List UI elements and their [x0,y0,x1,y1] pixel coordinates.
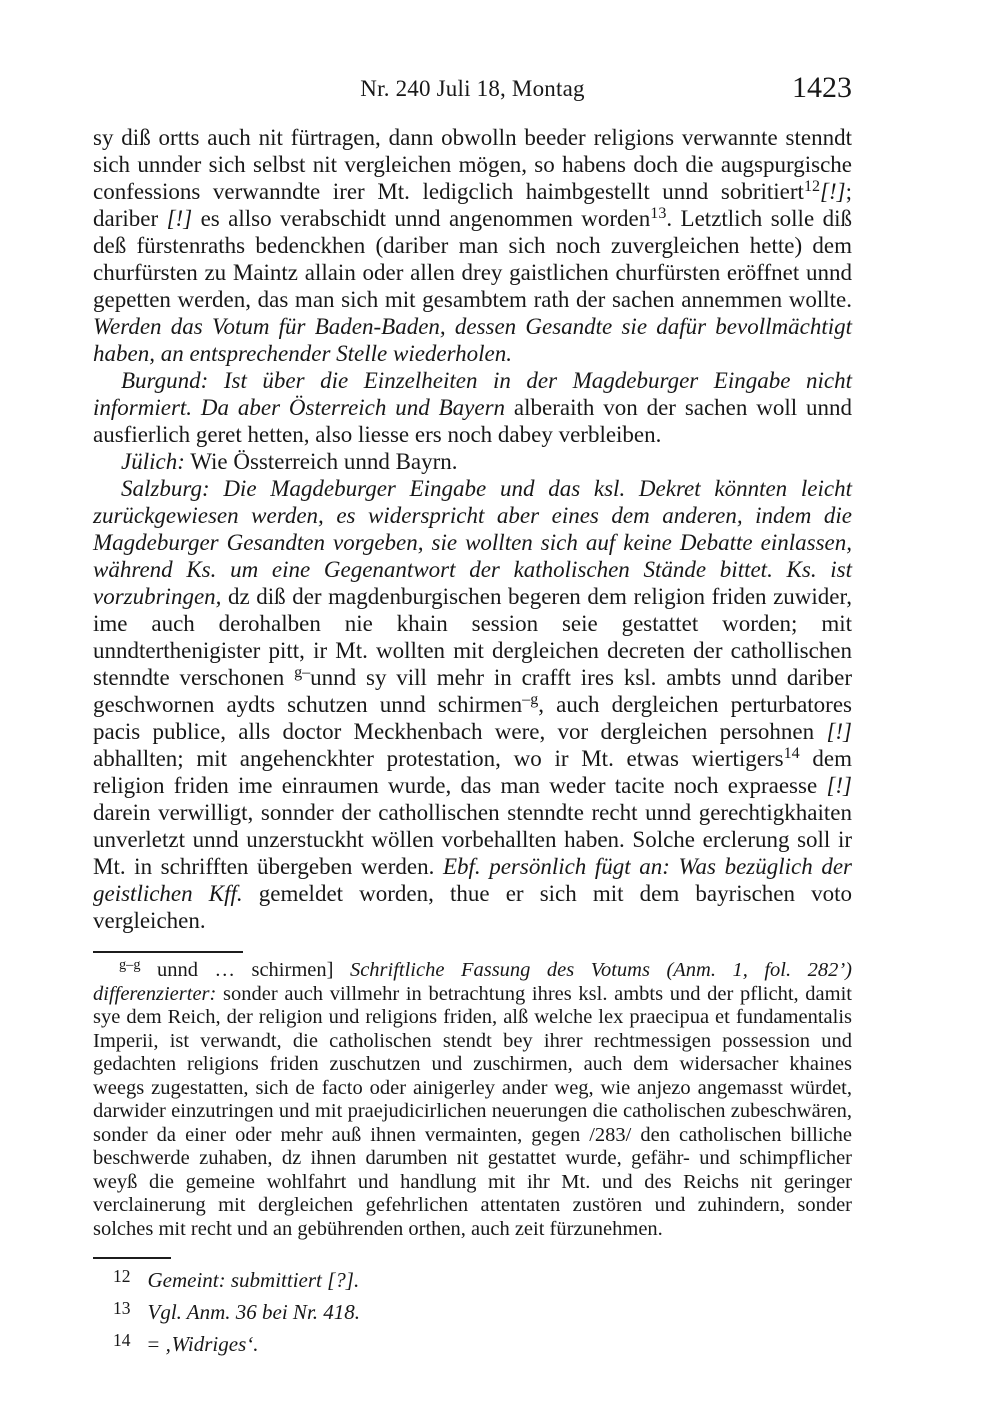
footnote-separator-rule [93,1257,171,1259]
superscript-marker: g– [294,664,311,682]
italic-run: Jülich: [121,449,185,474]
text-run: unnd … schirmen] [140,959,350,981]
footnote-number: 13 [113,1298,131,1318]
page-header [93,71,852,112]
italic-run: ‚Widriges‘. [164,1332,259,1356]
text-run: Wie Össterreich unnd Bayrn. [184,449,458,474]
footnote-text [148,1268,360,1292]
footnote-number: 14 [113,1330,131,1350]
continuation-paragraph [93,124,852,367]
text-run: darein verwilligt, sonnder der cathollischen stenndte recht unnd gerechtigkhaiten unverletzt unnd unzerstuckht wöllen vorbehallten haben. Solche erclerung soll ir Mt. in schrifften übergeben werden. [93,800,852,879]
italic-run: Schriftliche Fassung des Votums (Anm. 1, fol. 282’) differenzierter: [93,959,852,1005]
text-run: gemeldet worden, thue er sich mit dem bayrischen voto vergleichen. [93,881,852,933]
italic-run: Salzburg: Die Magdeburger Eingabe und das ksl. Dekret könnten leicht zurückgewiesen werden, es widerspricht aber eines dem anderen, indem die Magdeburger Gesandten vorgeben, sie wollten sich auf keine Debatte einlassen, während Ks. um eine Gegenantwort der katholischen Stände bittet. Ks. ist vorzubringen, [93,476,852,609]
italic-run: Werden das Votum für Baden-Baden, dessen Gesandte sie dafür bevollmächtigt haben, an entsprechender Stelle wiederholen. [93,314,852,366]
italic-run: [!] [826,719,852,744]
italic-run: [!] [820,179,846,204]
critical-apparatus [93,959,852,1241]
text-run: . Letztlich solle diß deß fürstenraths bedenckhen (dariber man sich noch zuvergleichen hette) dem churfürsten zu Maintz allain oder allen drey gaistlichen churfürsten eröffnet unnd gepetten werden, das man sich mit gesambtem rath der sachen annemmen wollte. [93,206,852,312]
superscript-marker: 13 [650,205,667,223]
text-run: alberaith von der sachen woll unnd ausfierlich geret hetten, also liesse ers noch dabey verbleiben. [93,395,853,447]
italic-run: Burgund: Ist über die Einzelheiten in der Magdeburger Eingabe nicht informiert. Da aber Österreich und Bayern [93,368,852,420]
text-run: sy diß ortts auch nit fürtragen, dann obwolln beeder religions verwannte stenndt sich unnder sich selbst nit vergleichen mögen, so habens doch die augspurgische confessions verwanndte irer Mt. ledigclich haimbgestellt unnd sobritiert [93,125,852,204]
superscript-marker: –g [522,691,539,709]
apparatus-note-g [93,959,852,1241]
footnote-text [148,1332,259,1356]
footnote-item [93,1297,852,1329]
text-run: sonder auch villmehr in betrachtung ihres ksl. ambts und der pflicht, damit sye dem Reich, der religion und religions friden, alß welche lex praecipua et fundamentalis Imperii, ist verwandt, die catholischen stendt bey ihrer rechtmessigen possession und gedachten religions friden zuschutzen und zuschirmen, auch dem widersacher khaines weegs zugestatten, sich de facto oder ainigerley ander weg, wie anjezo angemasst würdet, darwider einzutringen und mit praejudicirlichen neuerungen die catholischen zubeschwären, sonder da einer oder mehr auß ihnen vermainten, gegen /283/ den catholischen billiche beschwerde zuhaben, dz ihnen darumben nit gestattet wurde, gefähr- und schimpflicher weyß die gemeine wohlfahrt und handlung mit ihr Mt. und des Reichs nit geringer verclainerung mit dergleichen gefehrlichen attentaten zustören und zuhindern, sonder solches mit recht und an gebührenden orthen, auch zeit fürzunehmen. [93,982,852,1240]
italic-run: Gemeint: submittiert [?]. [147,1268,360,1292]
text-run: , auch dergleichen perturbatores pacis publice, alls doctor Meckhenbach were, vor dergleichen persohnen [93,692,852,744]
italic-run: Ebf. persönlich fügt an: Was bezüglich der geistlichen Kff. [93,854,852,906]
text-run: unnd sy vill mehr in crafft ires ksl. ambts unnd dariber geschwornen aydts schutzen unnd schirmen [93,665,852,717]
text-run: ; dariber [93,179,852,231]
footnote-item [93,1265,852,1297]
text-run: dz diß der magdenburgischen begeren dem religion friden zuwider, ime auch derohalben nie khain session seie gestattet worden; mit unndterthenigister pitt, ir Mt. wollten mit dergleichen decreten der cathollischen stenndte verschonen [93,584,852,690]
italic-run: [!] [166,206,193,231]
footnote-text [148,1300,361,1324]
page-number: 1423 [792,71,852,104]
text-run: = [147,1332,165,1356]
apparatus-separator-rule [93,951,243,953]
footnote-number: 12 [113,1266,131,1286]
text-run: dem religion friden ime einraumen wurde, das man weder tacite noch expraesse [93,746,852,798]
footnote-list [93,1265,852,1361]
main-text [93,124,852,934]
superscript-marker: g–g [119,957,141,974]
superscript-marker: 12 [803,178,821,196]
burgund-votum [93,367,852,448]
italic-run: [!] [826,773,852,798]
juelich-votum [93,448,852,475]
footnote-item [93,1329,852,1361]
salzburg-votum [93,475,852,934]
italic-run: Vgl. Anm. 36 bei Nr. 418. [147,1300,361,1324]
text-run: es allso verabschidt unnd angenommen worden [192,206,651,231]
superscript-marker: 14 [783,745,800,763]
text-run: abhallten; mit angehenckhter protestation, wo ir Mt. etwas wiertigers [93,746,784,771]
running-title: Nr. 240 Juli 18, Montag [360,76,585,101]
